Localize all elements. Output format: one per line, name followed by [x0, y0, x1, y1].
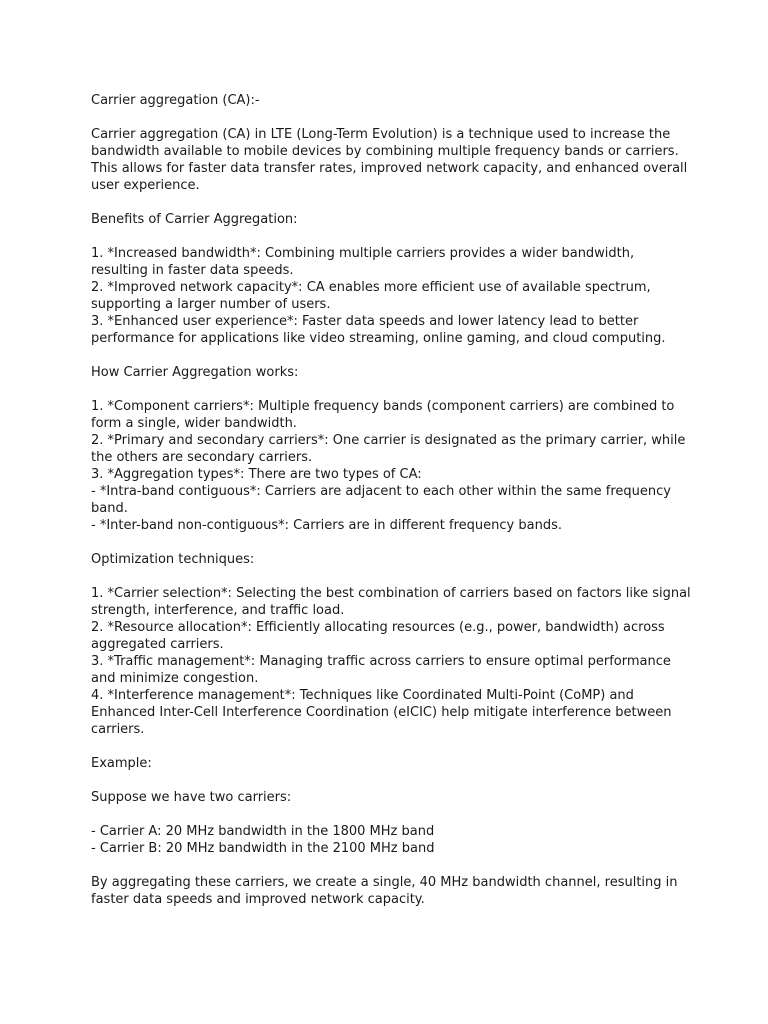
- benefits-heading: Benefits of Carrier Aggregation:: [91, 212, 298, 227]
- benefits-list: [91, 245, 691, 347]
- list-item: 3. *Enhanced user experience*: Faster data speeds and lower latency lead to better performance for applications like video streaming, online gaming, and cloud computing.: [91, 314, 666, 346]
- example-heading: Example:: [91, 756, 152, 771]
- list-item: 1. *Carrier selection*: Selecting the best combination of carriers based on factors like signal strength, interference, and traffic load.: [91, 586, 691, 618]
- conclusion-paragraph: By aggregating these carriers, we create a single, 40 MHz bandwidth channel, resulting in faster data speeds and improved network capacity.: [91, 875, 678, 907]
- example-intro: Suppose we have two carriers:: [91, 790, 292, 805]
- document-heading: Carrier aggregation (CA):-: [91, 93, 260, 108]
- list-item: 2. *Improved network capacity*: CA enables more efficient use of available spectrum, supporting a larger number of users.: [91, 280, 651, 312]
- optimization-heading: Optimization techniques:: [91, 552, 255, 567]
- how-heading: How Carrier Aggregation works:: [91, 365, 299, 380]
- list-item: 2. *Resource allocation*: Efficiently allocating resources (e.g., power, bandwidth) across aggregated carriers.: [91, 620, 665, 652]
- carriers-list: [91, 823, 691, 857]
- list-item: 1. *Increased bandwidth*: Combining multiple carriers provides a wider bandwidth, resulting in faster data speeds.: [91, 246, 635, 278]
- list-item: 3. *Aggregation types*: There are two types of CA:: [91, 467, 422, 482]
- list-item: - *Inter-band non-contiguous*: Carriers are in different frequency bands.: [91, 518, 562, 533]
- list-item: 4. *Interference management*: Techniques like Coordinated Multi-Point (CoMP) and Enhanced Inter-Cell Interference Coordination (eICIC) help mitigate interference between carriers.: [91, 688, 672, 737]
- list-item: - Carrier A: 20 MHz bandwidth in the 1800 MHz band: [91, 824, 435, 839]
- list-item: - Carrier B: 20 MHz bandwidth in the 2100 MHz band: [91, 841, 435, 856]
- optimization-list: [91, 585, 691, 738]
- how-list: [91, 398, 691, 534]
- document-body: [91, 92, 691, 925]
- list-item: 1. *Component carriers*: Multiple frequency bands (component carriers) are combined to form a single, wider bandwidth.: [91, 399, 675, 431]
- intro-paragraph: Carrier aggregation (CA) in LTE (Long-Term Evolution) is a technique used to increase the bandwidth available to mobile devices by combining multiple frequency bands or carriers. This allows for faster data transfer rates, improved network capacity, and enhanced overall user experience.: [91, 127, 688, 193]
- list-item: 3. *Traffic management*: Managing traffic across carriers to ensure optimal performance and minimize congestion.: [91, 654, 671, 686]
- list-item: 2. *Primary and secondary carriers*: One carrier is designated as the primary carrier, while the others are secondary carriers.: [91, 433, 686, 465]
- list-item: - *Intra-band contiguous*: Carriers are adjacent to each other within the same frequency band.: [91, 484, 671, 516]
